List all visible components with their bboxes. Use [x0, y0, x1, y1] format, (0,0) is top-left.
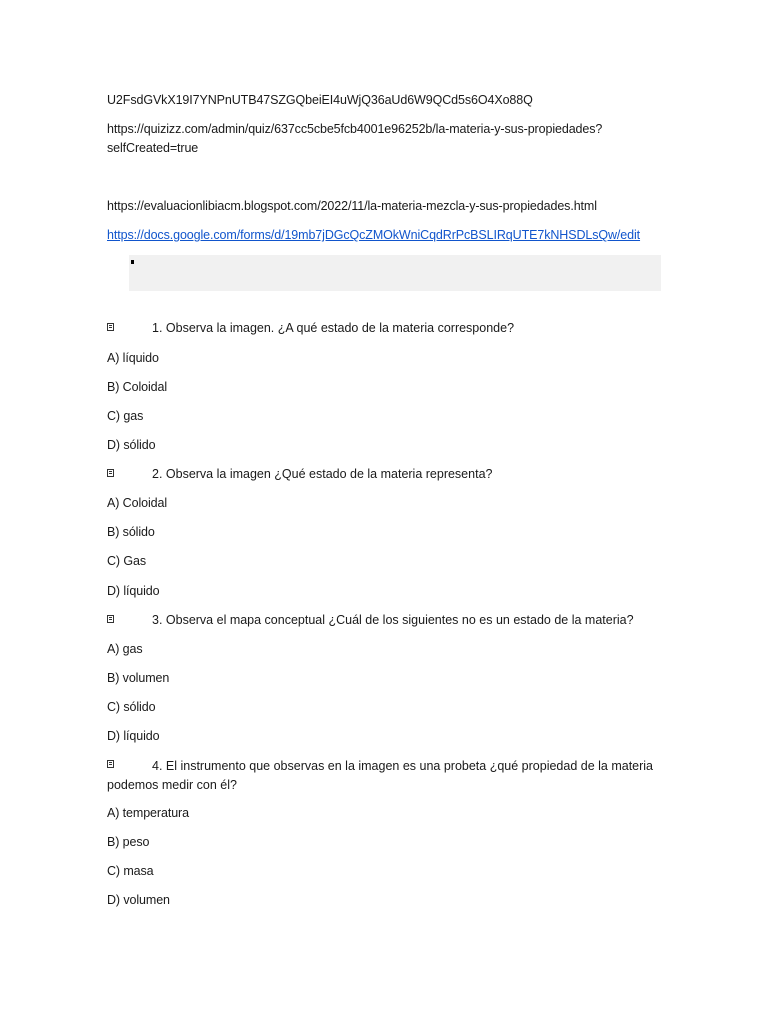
question-2-option-b: B) sólido	[107, 525, 155, 539]
question-2-option-c: C) Gas	[107, 554, 146, 568]
google-forms-link[interactable]: https://docs.google.com/forms/d/19mb7jDGcQcZMOkWniCqdRrPcBSLIRqUTE7kNHSDLsQw/edit	[107, 228, 641, 242]
question-4-option-d: D) volumen	[107, 893, 170, 907]
question-4-option-b: B) peso	[107, 835, 150, 849]
question-1-option-b: B) Coloidal	[107, 380, 168, 394]
question-4-text: 4. El instrumento que observas en la imagen es una probeta ¿qué propiedad de la materia podemos medir con él?	[107, 759, 654, 792]
question-1-text: 1. Observa la imagen. ¿A qué estado de la materia corresponde?	[152, 321, 515, 335]
question-1-option-a: A) líquido	[107, 351, 159, 365]
question-3-option-a: A) gas	[107, 642, 143, 656]
question-marker-icon	[107, 469, 114, 477]
question-2-option-a: A) Coloidal	[107, 496, 168, 510]
bullet-icon	[131, 260, 134, 264]
question-marker-icon	[107, 323, 114, 331]
question-1-option-d: D) sólido	[107, 438, 156, 452]
question-3-option-b: B) volumen	[107, 671, 170, 685]
question-3-text: 3. Observa el mapa conceptual ¿Cuál de los siguientes no es un estado de la materia?	[152, 613, 634, 627]
quizizz-url-line2: selfCreated=true	[107, 141, 199, 155]
question-3-option-d: D) líquido	[107, 729, 160, 743]
encoded-code-text: U2FsdGVkX19I7YNPnUTB47SZGQbeiEI4uWjQ36aUd6W9QCd5s6O4Xo88Q	[107, 93, 533, 107]
question-3-option-c: C) sólido	[107, 700, 156, 714]
question-2-option-d: D) líquido	[107, 584, 160, 598]
question-2-text: 2. Observa la imagen ¿Qué estado de la materia representa?	[152, 467, 493, 481]
quizizz-url-line1: https://quizizz.com/admin/quiz/637cc5cbe5fcb4001e96252b/la-materia-y-sus-propiedades?	[107, 122, 603, 136]
question-marker-icon	[107, 615, 114, 623]
question-1-option-c: C) gas	[107, 409, 144, 423]
question-4-option-a: A) temperatura	[107, 806, 189, 820]
shaded-bullet-block	[129, 255, 661, 291]
blog-url-text: https://evaluacionlibiacm.blogspot.com/2022/11/la-materia-mezcla-y-sus-propiedades.html	[107, 199, 597, 213]
question-4-option-c: C) masa	[107, 864, 154, 878]
